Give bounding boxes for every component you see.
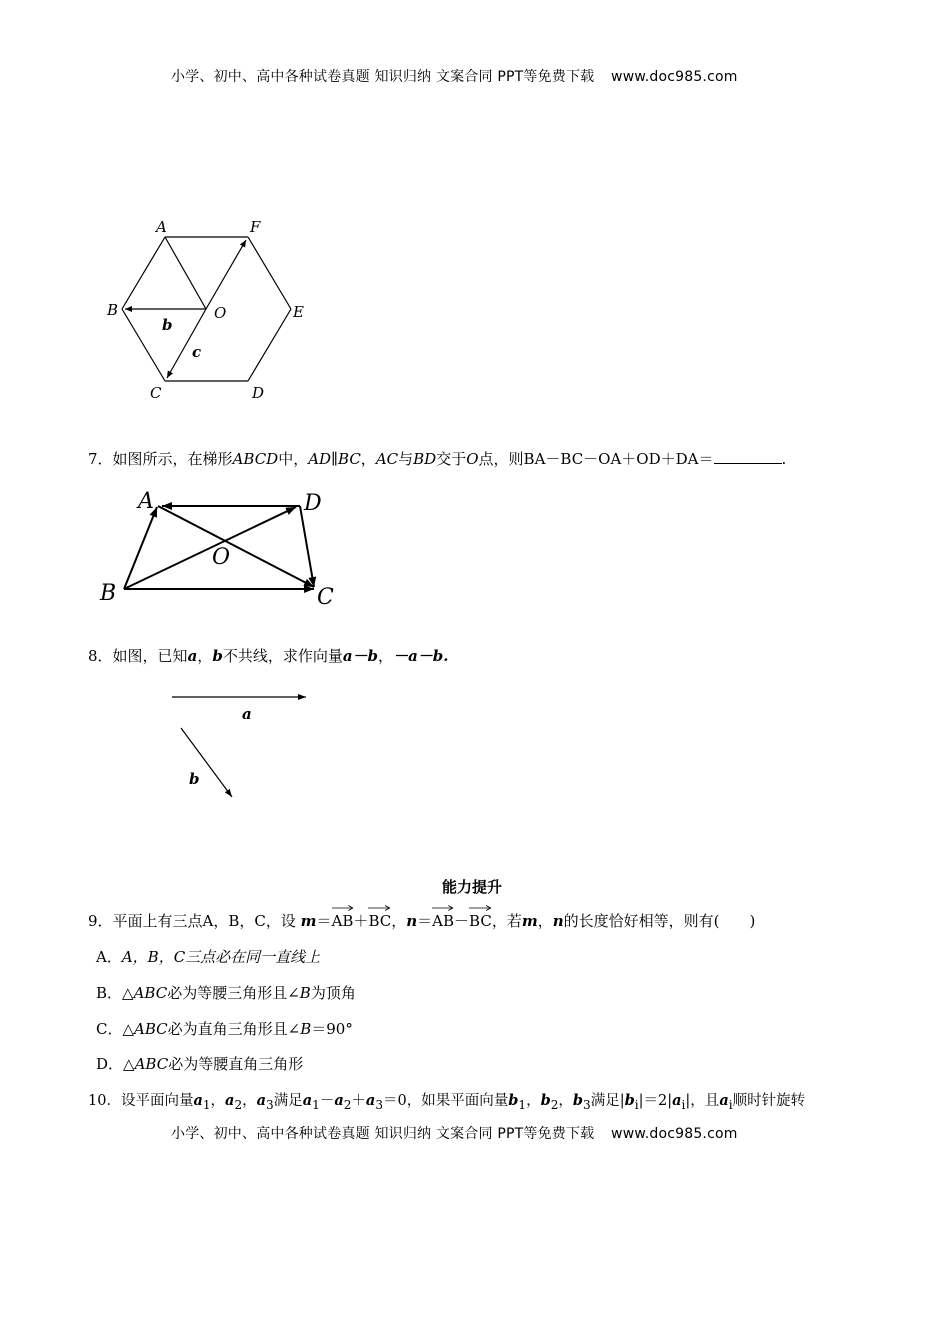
q10-s2: 2 bbox=[234, 1097, 243, 1112]
q10-ai-2: a bbox=[719, 1092, 729, 1109]
overline-arrow-icon bbox=[332, 905, 354, 911]
q9-n-2: n bbox=[552, 912, 564, 930]
q9-m-2: m bbox=[521, 912, 538, 930]
q10-b3: b bbox=[572, 1092, 584, 1109]
q9-plus: ＋ bbox=[353, 912, 369, 930]
label-e: E bbox=[293, 303, 304, 321]
q9-number: 9． bbox=[88, 912, 113, 930]
q10-a2: a bbox=[225, 1092, 235, 1109]
hex-edge-ed bbox=[248, 309, 291, 381]
q7-ac: AC bbox=[375, 450, 399, 468]
overline-arrow-icon bbox=[469, 905, 492, 911]
q10-comma-3: ， bbox=[526, 1093, 541, 1109]
option-b-triangle: △ bbox=[122, 984, 134, 1002]
q7-end: . bbox=[781, 450, 787, 468]
overline-arrow-icon bbox=[432, 905, 454, 911]
q10-text-4: |＝2| bbox=[638, 1093, 673, 1109]
q10-b-s1: 1 bbox=[518, 1097, 527, 1112]
q10-bi-sub: i bbox=[634, 1097, 639, 1112]
q10-e-s1: 1 bbox=[312, 1097, 320, 1112]
q9-vector-bc-2 bbox=[469, 911, 492, 931]
option-c-abc: ABC bbox=[134, 1020, 168, 1038]
footer-url[interactable]: www.doc985.com bbox=[611, 1126, 738, 1142]
q9-vector-ab-1 bbox=[332, 911, 354, 931]
option-a-text: A，B，C三点必在同一直线上 bbox=[121, 948, 321, 966]
q10-b-s3: 3 bbox=[583, 1097, 591, 1112]
q7-text-1: 如图所示，在梯形 bbox=[112, 450, 233, 468]
q10-ai-2-sub: i bbox=[728, 1097, 733, 1112]
label-c: C bbox=[150, 384, 162, 402]
q8-comma: ， bbox=[197, 647, 213, 665]
header-banner bbox=[171, 66, 738, 86]
q10-ai: a bbox=[672, 1092, 682, 1109]
segment-bd bbox=[124, 507, 296, 589]
question-8 bbox=[88, 646, 449, 666]
option-c-text-1: 必为直角三角形且∠ bbox=[167, 1020, 301, 1038]
q10-b2: b bbox=[540, 1092, 551, 1109]
q10-text-6: 顺时针旋转 bbox=[732, 1093, 806, 1109]
q7-text-6: 点，则 bbox=[478, 450, 524, 468]
q7-text-2: 中， bbox=[278, 450, 309, 468]
q10-comma-2: ， bbox=[242, 1093, 257, 1109]
q10-s3: 3 bbox=[266, 1097, 274, 1112]
trap-label-o: O bbox=[212, 545, 231, 570]
question-9 bbox=[88, 911, 755, 931]
q7-expression: BA－BC－OA＋OD＋DA＝ bbox=[523, 450, 714, 468]
option-b-text-2: 为顶角 bbox=[310, 984, 356, 1002]
q9-vector-bc-1 bbox=[368, 911, 391, 931]
q10-text-1: 设平面向量 bbox=[120, 1093, 194, 1109]
segment-ao bbox=[165, 237, 206, 309]
option-b-text-1: 必为等腰三角形且∠ bbox=[167, 984, 300, 1002]
q10-s1: 1 bbox=[202, 1097, 211, 1112]
option-d-text: 必为等腰直角三角形 bbox=[168, 1055, 304, 1073]
header-text: 小学、初中、高中各种试卷真题 知识归纳 文案合同 PPT等免费下载 bbox=[171, 69, 595, 85]
q7-parallel: ∥ bbox=[331, 450, 339, 468]
label-vector-b: b bbox=[162, 316, 173, 334]
trap-label-a: A bbox=[138, 489, 154, 514]
vectors-ab-figure bbox=[160, 686, 320, 802]
q10-e-a1: a bbox=[302, 1092, 313, 1109]
footer-text: 小学、初中、高中各种试卷真题 知识归纳 文案合同 PPT等免费下载 bbox=[171, 1126, 595, 1142]
q10-number: 10． bbox=[88, 1093, 121, 1109]
section-title: 能力提升 bbox=[442, 878, 503, 896]
option-c-triangle: △ bbox=[122, 1020, 135, 1038]
q10-b1: b bbox=[508, 1092, 519, 1109]
trap-label-c: C bbox=[317, 585, 334, 610]
q9-eq-1: ＝ bbox=[316, 912, 332, 930]
q7-text-4: 与 bbox=[398, 450, 414, 468]
q9-bc-2-text: BC bbox=[469, 912, 492, 930]
q7-o: O bbox=[466, 450, 479, 468]
q10-bi: b bbox=[624, 1092, 635, 1109]
footer-banner bbox=[171, 1123, 738, 1143]
header-url[interactable]: www.doc985.com bbox=[611, 69, 738, 85]
trap-label-d: D bbox=[304, 491, 322, 516]
q10-comma-1: ， bbox=[210, 1093, 226, 1109]
vector-of bbox=[206, 240, 246, 309]
q9-bc-1-text: BC bbox=[368, 912, 392, 930]
q10-a1: a bbox=[193, 1092, 203, 1109]
hex-edge-cb bbox=[122, 309, 165, 381]
vector-a-label: a bbox=[242, 705, 252, 723]
q8-expr-2: －a－b. bbox=[393, 647, 449, 665]
q8-a: a bbox=[187, 647, 198, 665]
q8-number: 8． bbox=[88, 647, 113, 665]
q7-ad: AD bbox=[308, 450, 332, 468]
q10-b-s2: 2 bbox=[550, 1097, 559, 1112]
q9-eq-2: ＝ bbox=[417, 912, 433, 930]
q8-text-1: 如图，已知 bbox=[112, 647, 188, 665]
q7-text-5: 交于 bbox=[436, 450, 467, 468]
q9-n: n bbox=[406, 912, 418, 930]
overline-arrow-icon bbox=[368, 905, 391, 911]
option-d-triangle: △ bbox=[123, 1055, 135, 1073]
q10-text-5: |，且 bbox=[685, 1093, 720, 1109]
option-b-b: B bbox=[299, 984, 311, 1002]
q9-option-d[interactable] bbox=[96, 1054, 303, 1074]
q8-sep: ， bbox=[378, 647, 394, 665]
hex-edge-ba bbox=[122, 237, 165, 309]
q9-comma-2: ， bbox=[491, 912, 507, 930]
q10-minus: － bbox=[319, 1093, 335, 1109]
q8-text-2: 不共线，求作向量 bbox=[222, 647, 343, 665]
option-d-abc: ABC bbox=[134, 1055, 169, 1073]
option-c-prefix: C． bbox=[96, 1020, 123, 1038]
q10-comma-4: ， bbox=[558, 1093, 573, 1109]
q10-zero-text: ＝0，如果平面向量 bbox=[383, 1093, 509, 1109]
q10-e-a2: a bbox=[334, 1092, 344, 1109]
segment-ac bbox=[158, 506, 314, 587]
q8-expr-1: a－b bbox=[342, 647, 379, 665]
label-o: O bbox=[214, 304, 227, 322]
q9-option-a[interactable] bbox=[96, 947, 320, 967]
label-vector-c: c bbox=[192, 343, 202, 361]
q9-option-b[interactable] bbox=[96, 983, 356, 1003]
label-f: F bbox=[250, 218, 261, 236]
q10-ai-sub: i bbox=[681, 1097, 686, 1112]
question-7 bbox=[88, 449, 786, 469]
q9-m: m bbox=[300, 912, 317, 930]
q10-text-2: 满足 bbox=[273, 1093, 303, 1109]
q9-option-c[interactable] bbox=[96, 1019, 353, 1039]
hex-edge-fe bbox=[248, 237, 291, 309]
q9-minus: － bbox=[454, 912, 470, 930]
label-d: D bbox=[252, 384, 265, 402]
vector-b-label: b bbox=[189, 770, 200, 788]
q7-text-3: ， bbox=[360, 450, 376, 468]
q7-bd: BD bbox=[413, 450, 437, 468]
q10-text-3: 满足| bbox=[590, 1093, 625, 1109]
segment-dc bbox=[300, 506, 314, 587]
q7-number: 7． bbox=[88, 450, 113, 468]
label-a: A bbox=[156, 218, 167, 236]
q10-e-s3: 3 bbox=[375, 1097, 384, 1112]
q8-b: b bbox=[212, 647, 223, 665]
q9-text-2: 若 bbox=[506, 912, 522, 930]
option-a-prefix: A． bbox=[96, 948, 122, 966]
q7-answer-blank[interactable] bbox=[714, 449, 782, 464]
q9-text-3: 的长度恰好相等，则有( ) bbox=[563, 912, 756, 930]
q9-text-1: 平面上有三点A，B，C，设 bbox=[112, 912, 296, 930]
q9-comma-3: ， bbox=[537, 912, 553, 930]
q10-e-s2: 2 bbox=[343, 1097, 352, 1112]
q10-plus: ＋ bbox=[351, 1093, 366, 1109]
label-b: B bbox=[107, 301, 119, 319]
q7-bc: BC bbox=[338, 450, 361, 468]
q9-ab-2-text: AB bbox=[432, 912, 455, 930]
q10-e-a3: a bbox=[365, 1092, 376, 1109]
option-c-text-2: ＝90° bbox=[311, 1020, 353, 1038]
option-b-prefix: B． bbox=[96, 984, 123, 1002]
q9-vector-ab-2 bbox=[432, 911, 454, 931]
q10-a3: a bbox=[256, 1092, 267, 1109]
option-b-abc: ABC bbox=[133, 984, 168, 1002]
option-c-b: B bbox=[300, 1020, 312, 1038]
trap-label-b: B bbox=[100, 581, 117, 606]
question-10 bbox=[88, 1091, 805, 1115]
q9-ab-1-text: AB bbox=[331, 912, 354, 930]
hexagon-figure bbox=[100, 212, 320, 408]
trapezoid-figure bbox=[96, 484, 346, 610]
option-d-prefix: D． bbox=[96, 1055, 124, 1073]
q9-comma-1: ， bbox=[391, 912, 407, 930]
q7-abcd: ABCD bbox=[232, 450, 279, 468]
